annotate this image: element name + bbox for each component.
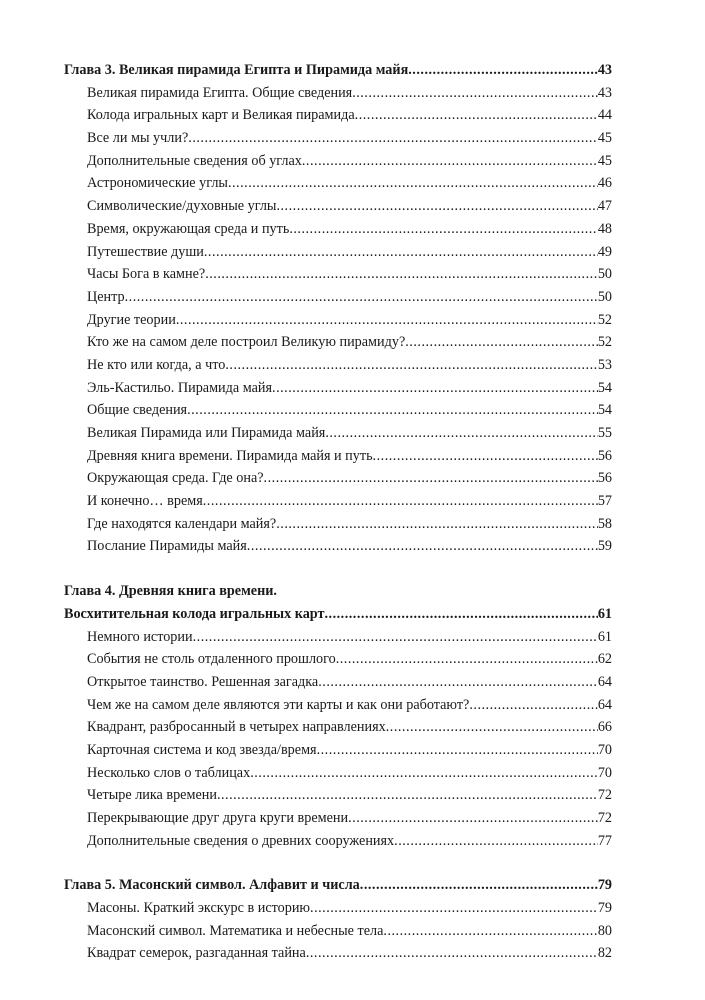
chapter-title: Глава 4. Древняя книга времени. <box>64 583 277 600</box>
dot-leader <box>386 716 598 739</box>
toc-entry[interactable] <box>64 920 612 943</box>
dot-leader <box>324 603 597 626</box>
entry-title: Несколько слов о таблицах <box>87 764 251 781</box>
toc-entry[interactable] <box>64 784 612 807</box>
toc-entry[interactable] <box>64 739 612 762</box>
page-number: 45 <box>597 130 612 147</box>
page-number: 57 <box>597 493 612 510</box>
entry-title: Карточная система и код звезда/время <box>87 741 317 758</box>
entry-title: Великая Пирамида или Пирамида майя <box>87 425 326 441</box>
entry-title: Дополнительные сведения о древних сооружениях <box>87 832 395 849</box>
entry-title: Общие сведения <box>87 402 188 419</box>
entry-title: Квадрант, разбросанный в четырех направлениях <box>87 719 386 736</box>
toc-entry[interactable] <box>64 467 612 490</box>
page-number: 70 <box>597 741 612 758</box>
page-number: 61 <box>597 628 612 645</box>
dot-leader <box>302 150 598 173</box>
dot-leader <box>188 127 598 150</box>
page-number: 50 <box>597 288 612 305</box>
dot-leader <box>276 195 597 218</box>
toc-entry[interactable] <box>64 807 612 830</box>
toc-entry[interactable] <box>64 172 612 195</box>
entry-title: Колода игральных карт и Великая пирамида <box>87 107 355 124</box>
dot-leader <box>228 172 598 195</box>
page-number: 70 <box>597 764 612 781</box>
toc-entry[interactable] <box>64 490 612 513</box>
toc-entry[interactable] <box>64 354 612 377</box>
dot-leader <box>405 331 598 354</box>
dot-leader <box>394 830 598 853</box>
toc-entry[interactable] <box>64 830 612 853</box>
dot-leader <box>264 467 598 490</box>
toc-entry[interactable] <box>64 286 612 309</box>
page-number: 43 <box>597 62 612 78</box>
page-number: 52 <box>597 311 612 328</box>
chapter-heading[interactable] <box>64 580 612 603</box>
entry-title: Древняя книга времени. Пирамида майя и путь <box>87 447 373 464</box>
dot-leader <box>225 354 597 377</box>
toc-entry[interactable] <box>64 218 612 241</box>
entry-title: Где находятся календари майя? <box>87 515 277 532</box>
chapter-heading[interactable] <box>64 874 612 897</box>
entry-title: Масоны. Краткий экскурс в историю <box>87 900 311 917</box>
page-number: 79 <box>597 900 612 917</box>
toc-entry[interactable] <box>64 694 612 717</box>
page-number: 47 <box>597 198 612 215</box>
dot-leader <box>317 739 598 762</box>
toc-entry[interactable] <box>64 263 612 286</box>
entry-title: Окружающая среда. Где она? <box>87 470 264 487</box>
entry-title: Символические/духовные углы <box>87 198 277 215</box>
dot-leader <box>360 874 598 897</box>
dot-leader <box>125 286 598 309</box>
chapter-heading[interactable] <box>64 603 612 626</box>
chapter-title: Восхитительная колода игральных карт <box>64 605 325 622</box>
dot-leader <box>336 648 598 671</box>
toc-entry[interactable] <box>64 82 612 105</box>
entry-title: Астрономические углы <box>87 175 228 192</box>
toc-entry[interactable] <box>64 241 612 264</box>
page-number: 54 <box>597 379 612 396</box>
entry-title: Центр <box>87 288 125 305</box>
chapter-block <box>64 59 612 558</box>
page-number: 66 <box>597 719 612 736</box>
toc-entry[interactable] <box>64 127 612 150</box>
page-number: 61 <box>597 605 612 622</box>
chapter-heading[interactable] <box>64 59 612 82</box>
toc-entry[interactable] <box>64 309 612 332</box>
toc-entry[interactable] <box>64 716 612 739</box>
page-number: 44 <box>597 107 612 124</box>
toc-entry[interactable] <box>64 942 612 965</box>
toc-entry[interactable] <box>64 535 612 558</box>
page-number: 59 <box>597 538 612 555</box>
toc-entry[interactable] <box>64 150 612 173</box>
dot-leader <box>325 422 598 445</box>
page-number: 50 <box>597 266 612 283</box>
entry-title: Эль-Кастильо. Пирамида майя <box>87 379 273 396</box>
dot-leader <box>310 897 598 920</box>
toc-entry[interactable] <box>64 762 612 785</box>
page-number: 49 <box>597 243 612 260</box>
dot-leader <box>383 920 597 943</box>
entry-title: Четыре лика времени <box>87 787 217 804</box>
toc-entry[interactable] <box>64 422 612 445</box>
dot-leader <box>276 513 598 536</box>
dot-leader <box>217 784 598 807</box>
entry-title: Великая пирамида Египта. Общие сведения <box>87 84 353 101</box>
page-number: 52 <box>597 334 612 351</box>
entry-title: Другие теории <box>87 311 176 328</box>
page-number: 80 <box>597 922 612 939</box>
page-number: 58 <box>597 515 612 532</box>
page-number: 72 <box>597 810 612 826</box>
entry-title: Часы Бога в камне? <box>87 266 206 283</box>
dot-leader <box>205 263 598 286</box>
toc-entry[interactable] <box>64 195 612 218</box>
toc-entry[interactable] <box>64 399 612 422</box>
page-number: 54 <box>597 402 612 419</box>
entry-title: Кто же на самом деле построил Великую пирамиду? <box>87 334 406 351</box>
entry-title: Дополнительные сведения об углах <box>87 152 302 169</box>
page-number: 43 <box>597 84 612 101</box>
entry-title: Не кто или когда, а что <box>87 356 226 373</box>
page-number: 77 <box>597 832 612 849</box>
entry-title: И конечно… время <box>87 493 203 510</box>
dot-leader <box>355 104 598 127</box>
toc-entry[interactable] <box>64 445 612 468</box>
dot-leader <box>176 309 598 332</box>
dot-leader <box>289 218 598 241</box>
chapter-title: Глава 3. Великая пирамида Египта и Пирамида майя <box>64 62 409 78</box>
dot-leader <box>193 626 598 649</box>
entry-title: Квадрат семерок, разгаданная тайна <box>87 945 306 962</box>
chapter-block <box>64 874 612 965</box>
entry-title: Время, окружающая среда и путь <box>87 220 290 237</box>
toc-entry[interactable] <box>64 331 612 354</box>
dot-leader <box>373 445 598 468</box>
page-number: 64 <box>597 673 612 690</box>
dot-leader <box>247 535 598 558</box>
entry-title: События не столь отдаленного прошлого <box>87 651 336 668</box>
entry-title: Все ли мы учли? <box>87 130 189 147</box>
toc-entry[interactable] <box>64 513 612 536</box>
toc-entry[interactable] <box>64 897 612 920</box>
entry-title: Чем же на самом деле являются эти карты и как они работают? <box>87 696 470 713</box>
page-number: 79 <box>597 877 612 894</box>
page-number: 82 <box>597 945 612 962</box>
dot-leader <box>203 490 598 513</box>
page-number: 53 <box>597 356 612 373</box>
dot-leader <box>250 762 598 785</box>
dot-leader <box>306 942 598 965</box>
page-number: 48 <box>597 220 612 237</box>
table-of-contents <box>64 59 612 987</box>
entry-title: Открытое таинство. Решенная загадка <box>87 673 319 690</box>
entry-title: Немного истории <box>87 628 193 645</box>
dot-leader <box>204 241 598 264</box>
page-number: 56 <box>597 447 612 464</box>
toc-entry[interactable] <box>64 671 612 694</box>
dot-leader <box>352 82 598 105</box>
dot-leader <box>408 59 598 82</box>
toc-entry[interactable] <box>64 377 612 400</box>
toc-entry[interactable] <box>64 104 612 127</box>
dot-leader <box>318 671 598 694</box>
page-number: 56 <box>597 470 612 487</box>
page-number: 46 <box>597 175 612 192</box>
chapter-title: Глава 5. Масонский символ. Алфавит и числа <box>64 877 360 894</box>
dot-leader <box>348 807 598 830</box>
page-number: 72 <box>597 787 612 804</box>
chapter-block <box>64 580 612 852</box>
dot-leader <box>272 377 598 400</box>
toc-entry[interactable] <box>64 648 612 671</box>
page-number: 64 <box>597 696 612 713</box>
dot-leader <box>469 694 597 717</box>
entry-title: Послание Пирамиды майя <box>87 538 247 555</box>
page-number: 62 <box>597 651 612 668</box>
page-number: 55 <box>597 425 612 441</box>
dot-leader <box>187 399 598 422</box>
entry-title: Масонский символ. Математика и небесные тела <box>87 922 384 939</box>
toc-entry[interactable] <box>64 626 612 649</box>
entry-title: Перекрывающие друг друга круги времени <box>87 810 349 826</box>
page-number: 45 <box>597 152 612 169</box>
entry-title: Путешествие души <box>87 243 204 260</box>
